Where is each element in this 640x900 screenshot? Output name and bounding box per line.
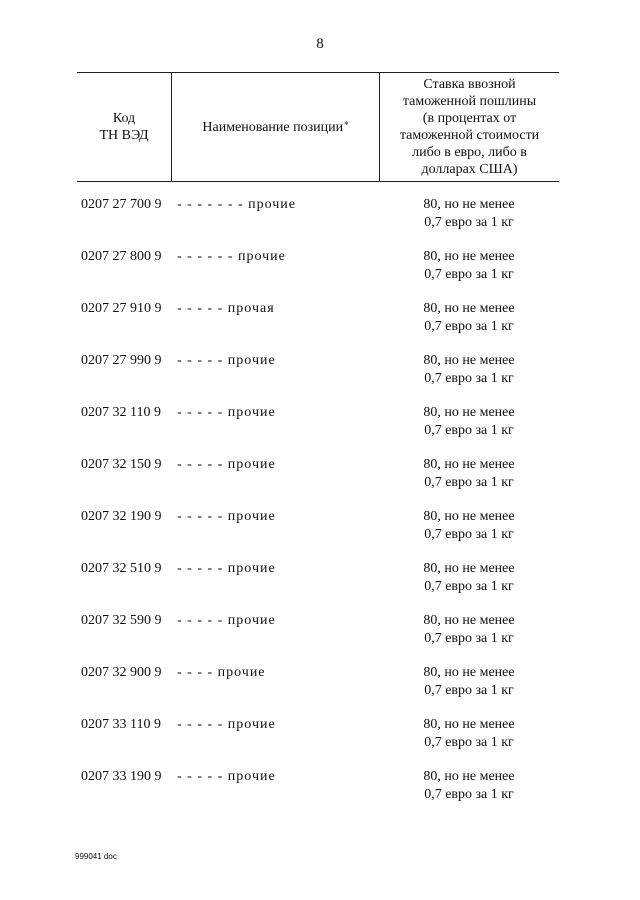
- row-code: 0207 32 150 9: [81, 457, 162, 472]
- row-code: 0207 27 800 9: [81, 249, 162, 264]
- table-row: [0, 768, 640, 820]
- row-rate-line2: 0,7 евро за 1 кг: [424, 631, 514, 646]
- row-code: 0207 32 590 9: [81, 613, 162, 628]
- row-code: 0207 33 190 9: [81, 769, 162, 784]
- row-rate-line1: 80, но не менее: [423, 665, 515, 680]
- table-row: [0, 352, 640, 404]
- table-row: [0, 716, 640, 768]
- header-name: Наименование позиции: [202, 119, 344, 135]
- row-name: - - - - - прочие: [177, 561, 276, 576]
- row-code: 0207 27 700 9: [81, 197, 162, 212]
- row-rate-line1: 80, но не менее: [423, 717, 515, 732]
- row-code: 0207 27 910 9: [81, 301, 162, 316]
- row-rate-line2: 0,7 евро за 1 кг: [424, 371, 514, 386]
- table-header: [77, 72, 559, 182]
- row-rate-line2: 0,7 евро за 1 кг: [424, 527, 514, 542]
- row-rate-line2: 0,7 евро за 1 кг: [424, 267, 514, 282]
- row-rate: [380, 664, 558, 700]
- row-name: - - - - - прочие: [177, 769, 276, 784]
- row-rate-line2: 0,7 евро за 1 кг: [424, 735, 514, 750]
- table-row: [0, 560, 640, 612]
- table-row: [0, 508, 640, 560]
- row-code: 0207 32 900 9: [81, 665, 162, 680]
- row-rate-line1: 80, но не менее: [423, 249, 515, 264]
- row-code: 0207 32 190 9: [81, 509, 162, 524]
- row-name: - - - - - прочие: [177, 613, 276, 628]
- header-name-footnote-mark: *: [344, 119, 349, 130]
- table-row: [0, 456, 640, 508]
- row-rate: [380, 716, 558, 752]
- row-rate-line1: 80, но не менее: [423, 509, 515, 524]
- row-code: 0207 27 990 9: [81, 353, 162, 368]
- header-name-cell: [172, 73, 380, 181]
- header-code: Код ТН ВЭД: [77, 73, 172, 181]
- row-name: - - - - прочие: [177, 665, 266, 680]
- row-rate-line1: 80, но не менее: [423, 457, 515, 472]
- row-name: - - - - - прочие: [177, 353, 276, 368]
- row-rate-line2: 0,7 евро за 1 кг: [424, 423, 514, 438]
- row-rate-line1: 80, но не менее: [423, 769, 515, 784]
- row-rate-line2: 0,7 евро за 1 кг: [424, 319, 514, 334]
- row-name: - - - - - прочие: [177, 457, 276, 472]
- row-rate: [380, 612, 558, 648]
- row-rate: [380, 352, 558, 388]
- row-rate: [380, 768, 558, 804]
- table-row: [0, 664, 640, 716]
- row-name: - - - - - прочие: [177, 717, 276, 732]
- row-code: 0207 33 110 9: [81, 717, 161, 732]
- row-code: 0207 32 510 9: [81, 561, 162, 576]
- row-code: 0207 32 110 9: [81, 405, 161, 420]
- row-rate: [380, 248, 558, 284]
- row-rate-line1: 80, но не менее: [423, 613, 515, 628]
- table-row: [0, 404, 640, 456]
- row-rate-line2: 0,7 евро за 1 кг: [424, 787, 514, 802]
- row-rate: [380, 196, 558, 232]
- row-rate-line1: 80, но не менее: [423, 301, 515, 316]
- row-rate-line1: 80, но не менее: [423, 353, 515, 368]
- row-name: - - - - - - прочие: [177, 249, 286, 264]
- row-rate: [380, 560, 558, 596]
- row-rate-line2: 0,7 евро за 1 кг: [424, 683, 514, 698]
- header-rate: Ставка ввозной таможенной пошлины (в процентах от таможенной стоимости либо в евро, либо в долларах США): [399, 77, 540, 177]
- row-name: - - - - - прочая: [177, 301, 275, 316]
- row-rate-line1: 80, но не менее: [423, 197, 515, 212]
- row-rate-line2: 0,7 евро за 1 кг: [424, 475, 514, 490]
- table-row: [0, 300, 640, 352]
- row-rate: [380, 456, 558, 492]
- document-footer: 999041 doc: [75, 852, 117, 861]
- table-row: [0, 248, 640, 300]
- row-rate-line1: 80, но не менее: [423, 405, 515, 420]
- table-body: [0, 196, 640, 820]
- row-rate-line2: 0,7 евро за 1 кг: [424, 215, 514, 230]
- row-rate-line1: 80, но не менее: [423, 561, 515, 576]
- page-number: 8: [316, 36, 324, 52]
- row-rate: [380, 508, 558, 544]
- table-row: [0, 196, 640, 248]
- row-rate-line2: 0,7 евро за 1 кг: [424, 579, 514, 594]
- row-rate: [380, 300, 558, 336]
- row-rate: [380, 404, 558, 440]
- row-name: - - - - - прочие: [177, 405, 276, 420]
- row-name: - - - - - - - прочие: [177, 197, 297, 212]
- row-name: - - - - - прочие: [177, 509, 276, 524]
- table-row: [0, 612, 640, 664]
